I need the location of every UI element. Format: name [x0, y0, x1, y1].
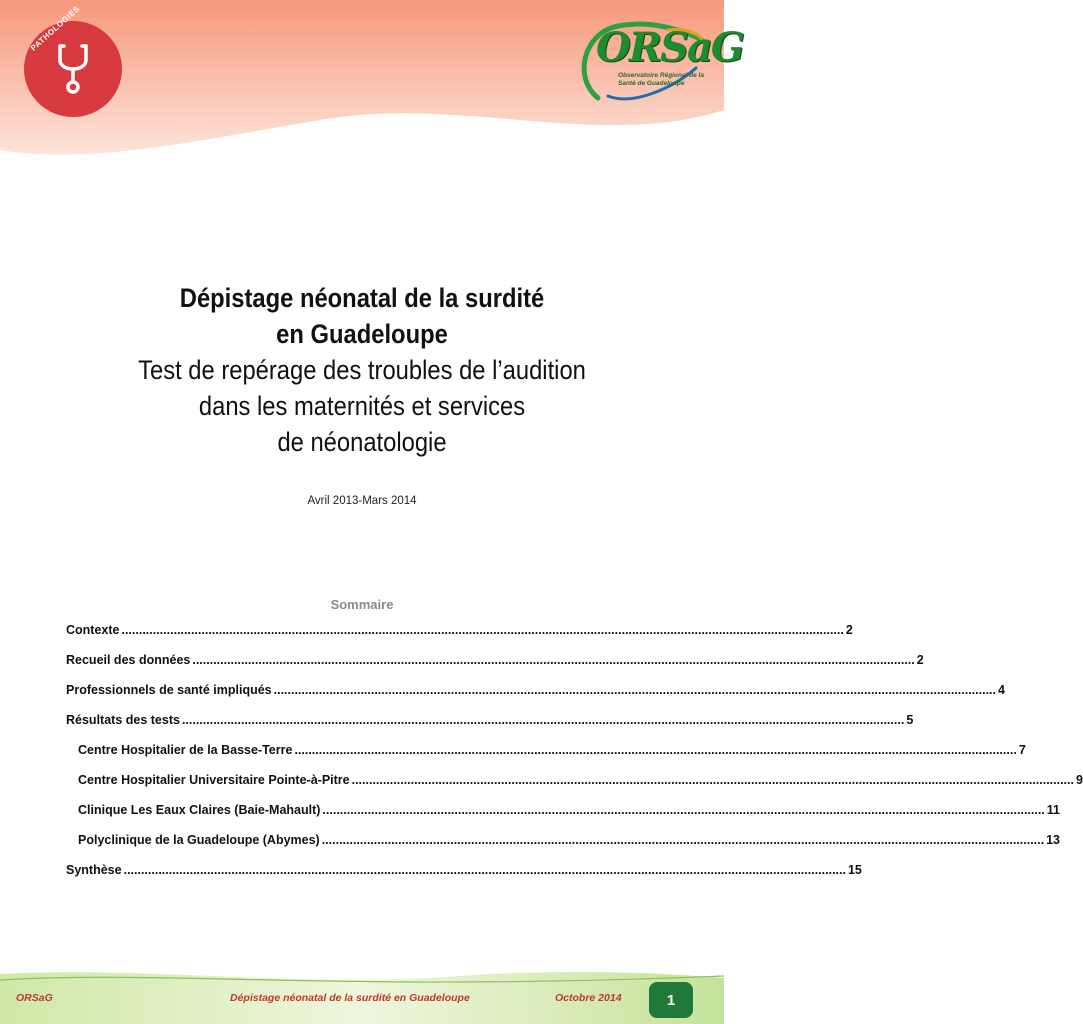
- page-number-badge: 1: [649, 982, 693, 1018]
- toc-entry-label: Polyclinique de la Guadeloupe (Abymes): [78, 833, 320, 847]
- title-line-5: de néonatologie: [277, 427, 447, 457]
- toc-leader: [182, 709, 904, 731]
- title-line-1: Dépistage néonatal de la surdité: [179, 283, 545, 313]
- toc-entry-label: Centre Hospitalier Universitaire Pointe-à-Pitre: [78, 773, 350, 787]
- toc-entry-page: 2: [916, 653, 924, 667]
- toc-entry-professionnels[interactable]: [66, 679, 1005, 709]
- toc-entry-page: 13: [1046, 833, 1060, 847]
- title-line-4: dans les maternités et services: [198, 391, 526, 421]
- toc-leader: [274, 679, 996, 701]
- title-line-3: Test de repérage des troubles de l’audition: [138, 355, 586, 385]
- toc-leader: [294, 739, 1016, 761]
- orsag-logo: [578, 18, 744, 106]
- toc-leader: [322, 799, 1044, 821]
- footer-document-title: Dépistage néonatal de la surdité en Guadeloupe: [230, 992, 470, 1004]
- toc-entry-chu-pointe-a-pitre[interactable]: [66, 769, 1083, 799]
- toc-entry-page: 15: [847, 863, 862, 877]
- toc-entry-label: Résultats des tests: [66, 713, 180, 727]
- toc-entry-synthese[interactable]: [66, 859, 862, 889]
- footer-date: Octobre 2014: [555, 992, 622, 1004]
- toc-entry-page: 2: [845, 623, 853, 637]
- pathologies-badge: [23, 4, 123, 118]
- toc-entry-contexte[interactable]: [66, 619, 853, 649]
- date-range: Avril 2013-Mars 2014: [307, 495, 417, 507]
- toc-entry-recueil[interactable]: [66, 649, 924, 679]
- toc-leader: [352, 769, 1074, 791]
- toc-leader: [121, 619, 843, 641]
- toc-entry-page: 9: [1075, 773, 1083, 787]
- toc-entry-page: 7: [1018, 743, 1026, 757]
- toc-leader: [192, 649, 914, 671]
- toc-entry-label: Contexte: [66, 623, 120, 637]
- toc-entry-polyclinique[interactable]: [66, 829, 1060, 859]
- badge-label: PATHOLOGIES: [29, 4, 82, 53]
- toc-entry-label: Centre Hospitalier de la Basse-Terre: [78, 743, 293, 757]
- table-of-contents: [66, 619, 1083, 889]
- toc-leader: [322, 829, 1044, 851]
- toc-entry-ch-basse-terre[interactable]: [66, 739, 1026, 769]
- toc-heading: Sommaire: [330, 597, 394, 612]
- toc-entry-page: 5: [906, 713, 914, 727]
- toc-entry-resultats[interactable]: [66, 709, 914, 739]
- footer-band: [0, 966, 724, 1024]
- toc-entry-label: Clinique Les Eaux Claires (Baie-Mahault): [78, 803, 321, 817]
- footer-org: ORSaG: [16, 992, 53, 1004]
- toc-entry-page: 4: [998, 683, 1005, 697]
- toc-entry-label: Recueil des données: [66, 653, 191, 667]
- logo-wordmark: ORSaG: [596, 24, 744, 71]
- title-line-2: en Guadeloupe: [276, 319, 448, 349]
- toc-entry-eaux-claires[interactable]: [66, 799, 1061, 829]
- toc-entry-label: Synthèse: [66, 863, 122, 877]
- logo-subtitle: Observatoire Régional de la Santé de Guadeloupe: [618, 72, 704, 87]
- document-title: [62, 280, 662, 460]
- toc-leader: [124, 859, 846, 881]
- toc-entry-label: Professionnels de santé impliqués: [66, 683, 272, 697]
- toc-entry-page: 11: [1046, 803, 1061, 817]
